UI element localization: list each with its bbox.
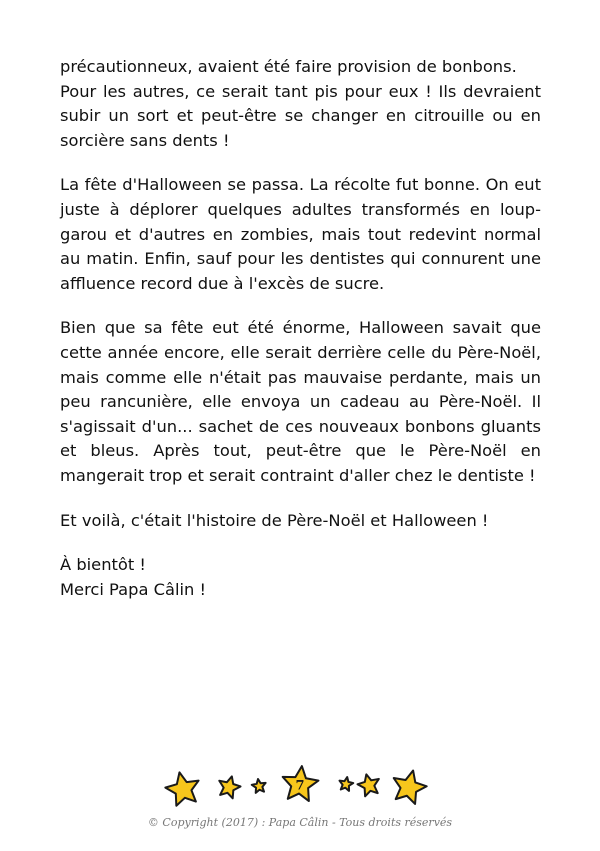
star-icon xyxy=(251,778,267,794)
text-line: Pour les autres, ce serait tant pis pour eux ! Ils devraient subir un sort et peut-être se changer en citrouille ou en sorcière sans dents ! xyxy=(60,81,541,150)
text-line: À bientôt ! xyxy=(60,555,146,575)
star-icon xyxy=(390,768,428,806)
page-number: 7 xyxy=(295,778,305,794)
text-line: précautionneux, avaient été faire provision de bonbons. xyxy=(60,57,517,76)
text-line: Bien que sa fête eut été énorme, Halloween savait que cette année encore, elle serait derrière celle du Père-Noël, mais comme elle n'était pas mauvaise perdante, mais un peu rancunière, elle envoya un cadeau au Père-Noël. Il s'agissait d'un... sachet de ces nouveaux bonbons gluants et bleus. Après tout, peut-être que le Père-Noël en mangerait trop et serait contraint d'aller chez le dentiste ! xyxy=(60,318,541,485)
paragraph-1 xyxy=(60,55,541,153)
paragraph-4 xyxy=(60,509,541,534)
page-number-star xyxy=(280,764,320,804)
paragraph-2 xyxy=(60,173,541,296)
star-icon xyxy=(164,770,202,808)
paragraph-5 xyxy=(60,553,541,602)
star-icon xyxy=(216,774,242,800)
text-line: Et voilà, c'était l'histoire de Père-Noël et Halloween ! xyxy=(60,510,489,530)
footer-star-row xyxy=(150,760,450,808)
story-text xyxy=(60,55,541,602)
text-line: Merci Papa Câlin ! xyxy=(60,579,207,599)
paragraph-3 xyxy=(60,316,541,488)
text-line: La fête d'Halloween se passa. La récolte fut bonne. On eut juste à déplorer quelques adultes transformés en loup-garou et d'autres en zombies, mais tout redevint normal au matin. Enfin, sauf pour les dentistes qui connurent une affluence record due à l'excès de sucre. xyxy=(60,175,541,293)
star-icon xyxy=(356,772,382,798)
copyright-notice: © Copyright (2017) : Papa Câlin - Tous droits réservés xyxy=(147,816,453,829)
star-icon xyxy=(338,776,354,792)
